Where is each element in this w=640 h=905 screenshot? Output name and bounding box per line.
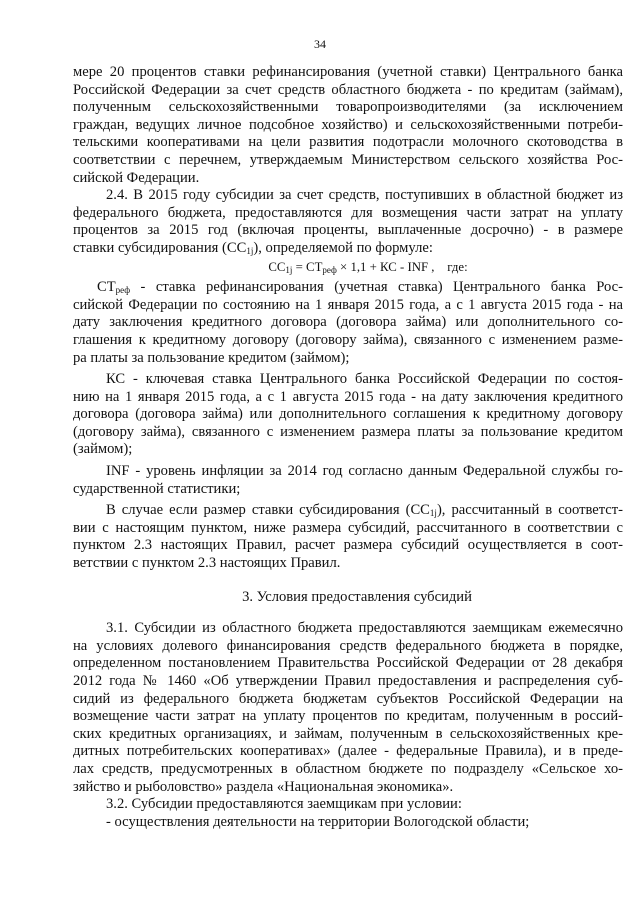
text-line: возмещение части затрат на уплату процентов по кредитам, полученным в россий- xyxy=(73,708,623,725)
text-line: зяйство и рыболовство» раздела «Национальная экономика». xyxy=(73,778,454,795)
text-line: на условиях долевого финансирования средств федерального бюджета в порядке, xyxy=(73,637,623,654)
text-line: мере 20 процентов ставки рефинансирования (учетной ставки) Центрального банка xyxy=(73,64,623,80)
text-line: (договору займа), связанного с изменением размера платы за пользование кредитом xyxy=(73,423,623,440)
text-line: INF - уровень инфляции за 2014 год согласно данным Федеральной службы го- xyxy=(106,463,623,480)
text-line: определенном постановлением Правительства Российской Федерации от 28 декабря xyxy=(73,655,623,672)
definition-key-rate xyxy=(73,371,623,459)
text-line: договора (договора займа) или дополнительного соглашения к кредитному договору xyxy=(73,406,623,423)
text-line: - осуществления деятельности на территории Вологодской области; xyxy=(106,813,530,830)
text-line: (займом); xyxy=(73,441,133,458)
text-line: 3.1. Субсидии из областного бюджета предоставляются заемщикам ежемесячно xyxy=(106,620,623,637)
text-line: Российской Федерации за счет средств областного бюджета - по кредитам (займам), xyxy=(73,81,623,98)
paragraph-2-4 xyxy=(73,187,623,257)
section-heading: 3. Условия предоставления субсидий xyxy=(242,588,472,605)
subsidy-rate-formula: $СС_{1j} = СТ_{реф} \times 1,1$ + КС - INF , где: xyxy=(268,259,468,275)
text-line: сийской Федерации по состоянию на 1 января 2015 года, а с 1 августа 2015 года - на xyxy=(73,296,623,313)
document-body xyxy=(73,64,623,831)
text-line: ских кредитных организациях, и займам, полученным в сельскохозяйственных кре- xyxy=(73,725,623,742)
text-line: тельскими кооперативами на цели развития подотрасли молочного скотоводства в xyxy=(73,134,623,151)
text-line: дату заключения кредитного договора (договора займа) или дополнительного со- xyxy=(73,314,623,331)
text-line: ставки субсидирования $(СС_{1j})$, определяемой по формуле: xyxy=(73,239,433,256)
text-line: глашения к кредитному договору (договору займа), связанного с изменением разме- xyxy=(73,331,623,348)
text-line: 2012 года № 1460 «Об утверждении Правил предоставления и распределения суб- xyxy=(73,673,623,689)
text-line: В случае если размер ставки субсидирования $(СС_{1j})$, рассчитанный в соответст- xyxy=(106,502,624,519)
text-line: федерального бюджета, предоставляются для возмещения части затрат на уплату xyxy=(73,204,623,221)
paragraph-3-1 xyxy=(73,620,623,796)
text-line: граждан, ведущих личное подсобное хозяйство) и сельскохозяйственными потреби- xyxy=(73,116,623,133)
subscript: 1j xyxy=(246,245,254,256)
text-line: соответствии с перечнем, утверждаемым Министерством сельского хозяйства Рос- xyxy=(73,151,623,168)
definition-inflation xyxy=(73,463,623,498)
text-line: $СТ_{реф}$ - ставка рефинансирования (учетная ставка) Центрального банка Рос- xyxy=(97,279,623,296)
paragraph-3-2 xyxy=(73,796,623,831)
text-line: КС - ключевая ставка Центрального банка Российской Федерации по состоя- xyxy=(106,371,623,388)
definition-refinancing-rate xyxy=(73,279,623,367)
text-line: сидий из федерального бюджета бюджетам субъектов Российской Федерации на xyxy=(73,690,623,707)
text-line: пунктом 2.3 настоящих Правил, расчет размера субсидий осуществляется в соот- xyxy=(73,537,623,554)
text-line: лах средств, предусмотренных в областном бюджете по подразделу «Сельское хо- xyxy=(73,760,623,777)
text-line: сударственной статистики; xyxy=(73,480,241,497)
text-line: 3.2. Субсидии предоставляются заемщикам при условии: xyxy=(106,796,462,813)
paragraph-rate-comparison xyxy=(73,502,623,572)
text-line: сийской Федерации. xyxy=(73,169,200,186)
text-line: полученным сельскохозяйственными товаропроизводителями (за исключением xyxy=(73,99,623,116)
text-line: ра платы за пользование кредитом (займом); xyxy=(73,349,350,366)
text-line: процентов за 2015 год (включая проценты, выплаченные досрочно) - в размере xyxy=(73,222,623,239)
text-line: вии с настоящим пунктом, ниже размера субсидий, рассчитанного в соответствии с xyxy=(73,519,623,536)
page-number: 34 xyxy=(314,37,326,51)
text-line: нию на 1 января 2015 года, а с 1 августа 2015 года - на дату заключения кредитного xyxy=(73,388,623,405)
text-line: 2.4. В 2015 году субсидии за счет средств, поступивших в областной бюджет из xyxy=(106,187,623,204)
text-line: ветствии с пунктом 2.3 настоящих Правил. xyxy=(73,555,341,572)
paragraph-subsidy-rate-dairy xyxy=(73,64,623,187)
text-line: дитных потребительских кооперативах» (далее - федеральные Правила), и в преде- xyxy=(73,743,623,760)
